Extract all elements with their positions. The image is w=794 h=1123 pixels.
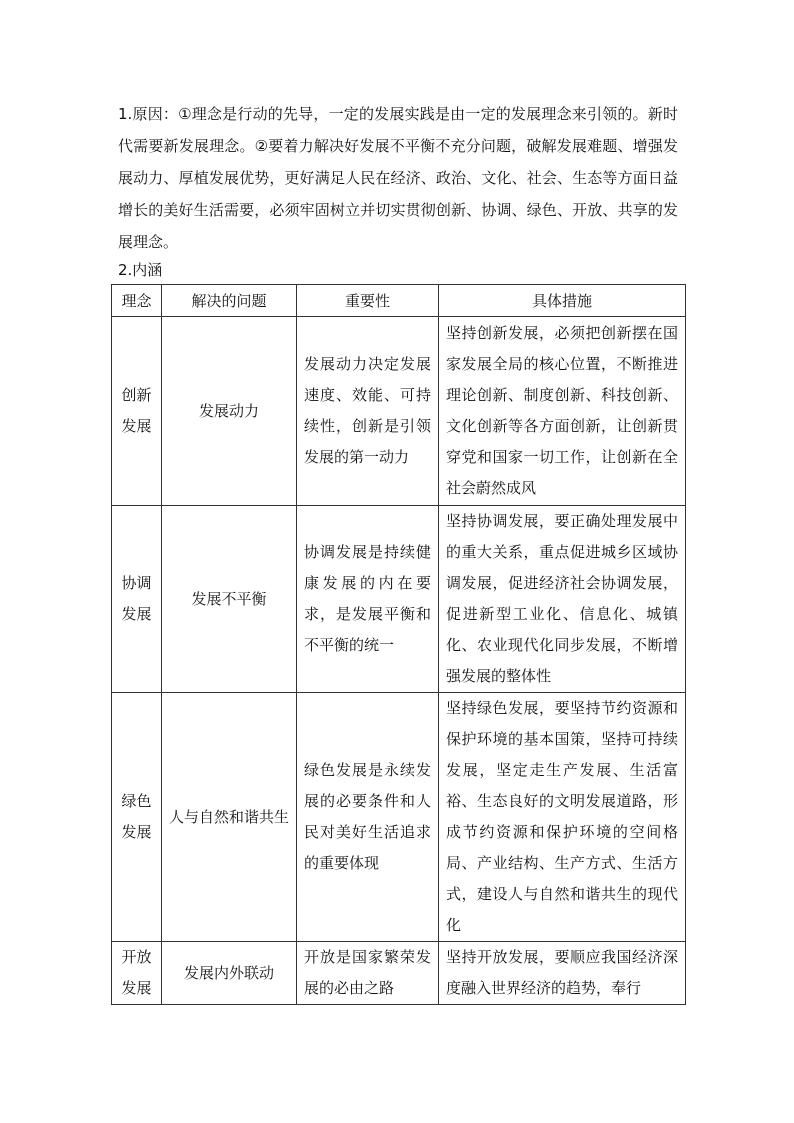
- concept-importance: 发展动力决定发展速度、效能、可持续性，创新是引领发展的第一动力: [297, 317, 439, 506]
- concept-problem: 发展不平衡: [162, 506, 297, 693]
- concept-measures: 坚持创新发展，必须把创新摆在国家发展全局的核心位置，不断推进理论创新、制度创新、科技创新、文化创新等各方面创新，让创新贯穿党和国家一切工作，让创新在全社会蔚然成风: [439, 317, 686, 506]
- table-row: [112, 693, 686, 942]
- intro-section: [118, 98, 678, 258]
- concept-measures: 坚持绿色发展，要坚持节约资源和保护环境的基本国策，坚持可持续发展，坚定走生产发展、生活富裕、生态良好的文明发展道路，形成节约资源和保护环境的空间格局、产业结构、生产方式、生活方式，建设人与自然和谐共生的现代化: [439, 693, 686, 942]
- section-heading: 2.内涵: [118, 261, 163, 279]
- concept-measures: 坚持开放发展，要顺应我国经济深度融入世界经济的趋势，奉行: [439, 942, 686, 1005]
- concept-importance: 开放是国家繁荣发展的必由之路: [297, 942, 439, 1005]
- concept-problem: 发展动力: [162, 317, 297, 506]
- concept-measures: 坚持协调发展，要正确处理发展中的重大关系，重点促进城乡区域协调发展，促进经济社会协调发展，促进新型工业化、信息化、城镇化、农业现代化同步发展，不断增强发展的整体性: [439, 506, 686, 693]
- header-importance: 重要性: [297, 285, 439, 317]
- header-measures: 具体措施: [439, 285, 686, 317]
- concept-importance: 绿色发展是永续发展的必要条件和人民对美好生活追求的重要体现: [297, 693, 439, 942]
- concept-name: 开放发展: [112, 942, 162, 1005]
- concept-problem: 发展内外联动: [162, 942, 297, 1005]
- concept-importance: 协调发展是持续健康发展的内在要求，是发展平衡和不平衡的统一: [297, 506, 439, 693]
- table-header-row: [112, 285, 686, 317]
- concept-name: 创新发展: [112, 317, 162, 506]
- development-concepts-table: [111, 284, 686, 1005]
- header-problem: 解决的问题: [162, 285, 297, 317]
- intro-paragraph: 1.原因：①理念是行动的先导，一定的发展实践是由一定的发展理念来引领的。新时代需要新发展理念。②要着力解决好发展不平衡不充分问题，破解发展难题、增强发展动力、厚植发展优势，更好满足人民在经济、政治、文化、社会、生态等方面日益增长的美好生活需要，必须牢固树立并切实贯彻创新、协调、绿色、开放、共享的发展理念。: [118, 105, 678, 251]
- concept-name: 绿色发展: [112, 693, 162, 942]
- table-row: [112, 942, 686, 1005]
- concept-problem: 人与自然和谐共生: [162, 693, 297, 942]
- table-row: [112, 317, 686, 506]
- header-concept: 理念: [112, 285, 162, 317]
- concept-name: 协调发展: [112, 506, 162, 693]
- table-row: [112, 506, 686, 693]
